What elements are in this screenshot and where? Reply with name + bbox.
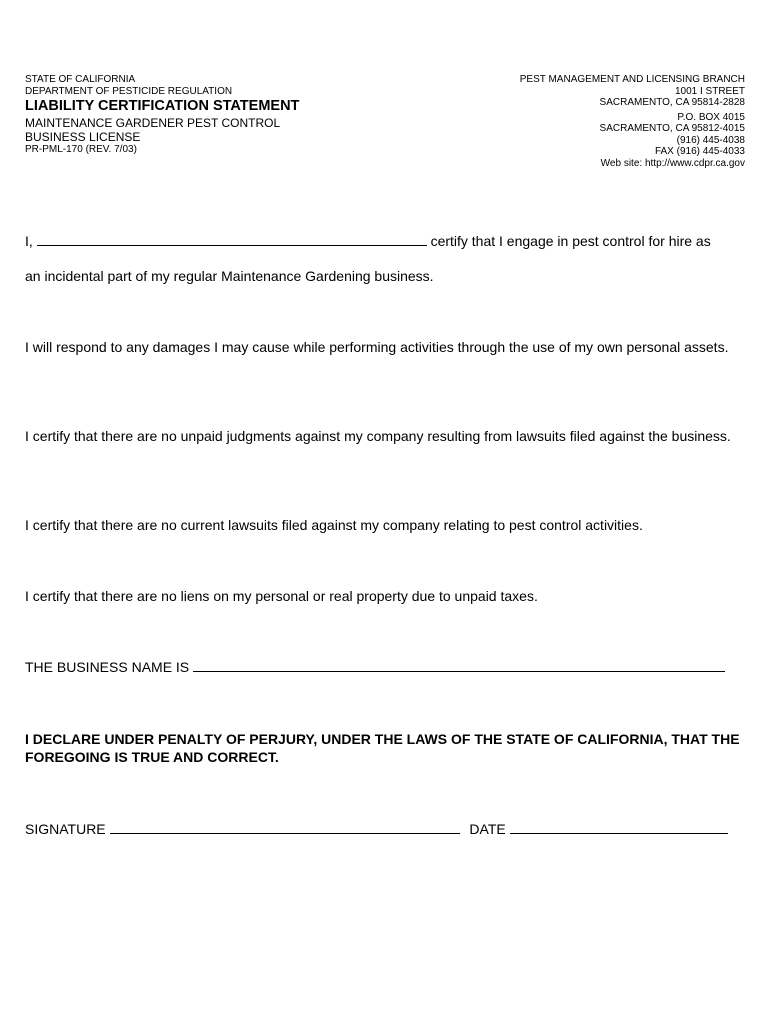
form-number: PR-PML-170 (REV. 7/03) <box>25 144 137 155</box>
signature-field[interactable] <box>110 819 460 834</box>
city-line-1: SACRAMENTO, CA 95814-2828 <box>599 97 745 108</box>
city-line-2: SACRAMENTO, CA 95812-4015 <box>599 123 745 134</box>
paragraph-no-liens: I certify that there are no liens on my personal or real property due to unpaid taxes. <box>25 588 538 604</box>
name-field[interactable] <box>37 231 427 246</box>
fax-number: FAX (916) 445-4033 <box>654 146 745 157</box>
date-label: DATE <box>469 821 506 837</box>
business-name-row <box>25 657 747 676</box>
signature-row <box>25 819 747 838</box>
statement-after-blank: certify that I engage in pest control for hire as <box>430 233 711 249</box>
certify-line <box>25 231 747 250</box>
license-type-line1: MAINTENANCE GARDENER PEST CONTROL <box>25 116 281 130</box>
perjury-declaration: I DECLARE UNDER PENALTY OF PERJURY, UNDER THE LAWS OF THE STATE OF CALIFORNIA, THAT THE FOREGOING IS TRUE AND CORRECT. <box>25 731 740 765</box>
header-left <box>25 74 299 156</box>
state-name: STATE OF CALIFORNIA <box>25 74 136 85</box>
license-type-line2: BUSINESS LICENSE <box>25 130 141 144</box>
po-box: P.O. BOX 4015 <box>677 111 745 123</box>
statement-prefix: I, <box>25 233 33 249</box>
header-right <box>520 74 745 169</box>
phone-number: (916) 445-4038 <box>676 134 745 146</box>
website: Web site: http://www.cdpr.ca.gov <box>600 157 745 169</box>
date-field[interactable] <box>510 819 728 834</box>
street-address: 1001 I STREET <box>674 85 745 97</box>
department-name: DEPARTMENT OF PESTICIDE REGULATION <box>25 85 233 97</box>
paragraph-no-lawsuits: I certify that there are no current lawsuits filed against my company relating to pest control activities. <box>25 517 643 533</box>
paragraph-no-judgments: I certify that there are no unpaid judgments against my company resulting from lawsuits filed against the business. <box>25 428 731 444</box>
page-title: LIABILITY CERTIFICATION STATEMENT <box>25 98 300 114</box>
signature-label: SIGNATURE <box>25 821 106 837</box>
paragraph-personal-assets: I will respond to any damages I may cause while performing activities through the use of my own personal assets. <box>25 339 729 355</box>
branch-name: PEST MANAGEMENT AND LICENSING BRANCH <box>519 74 745 85</box>
business-name-field[interactable] <box>193 657 725 672</box>
statement-line-2: an incidental part of my regular Maintenance Gardening business. <box>25 268 434 284</box>
business-name-label: THE BUSINESS NAME IS <box>25 659 190 675</box>
